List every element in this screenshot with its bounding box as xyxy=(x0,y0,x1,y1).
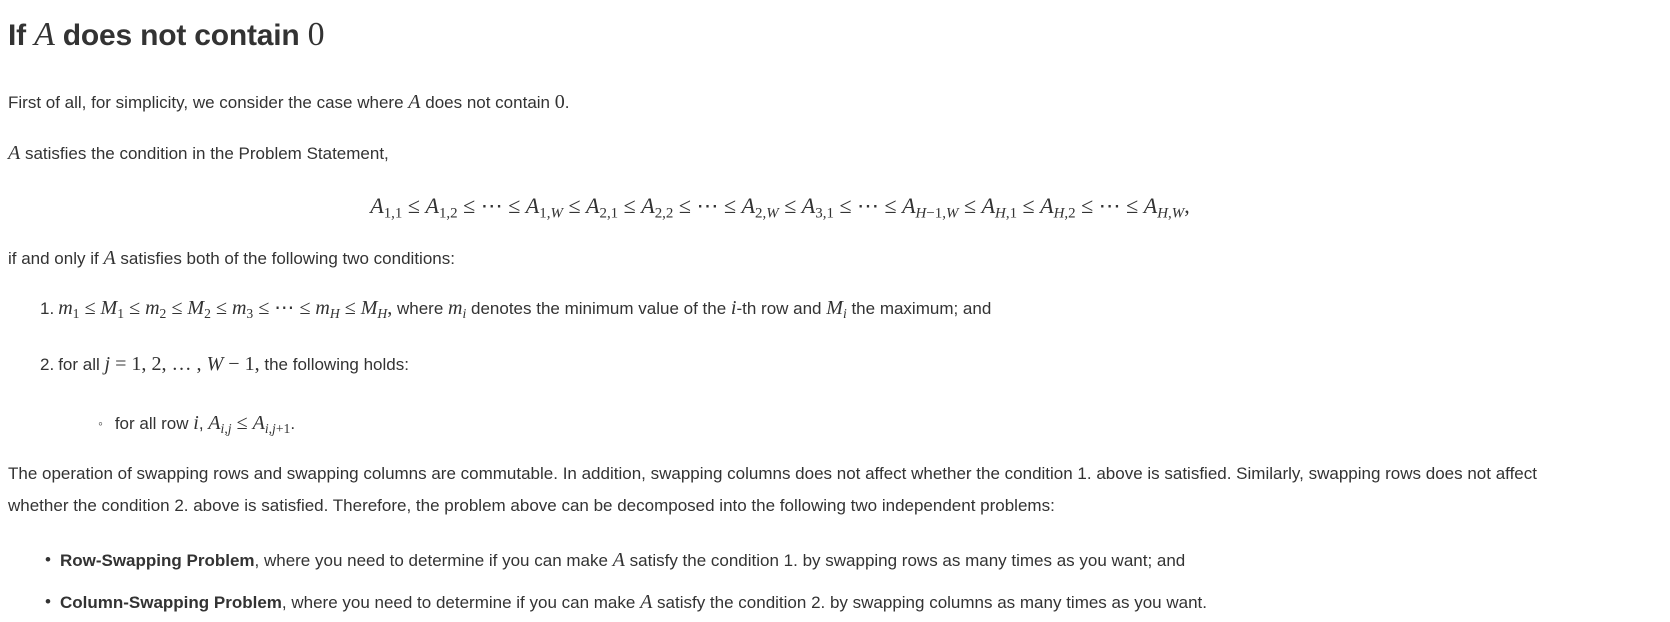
text-segment: -th row and xyxy=(736,299,827,319)
text-segment: for all xyxy=(58,354,105,374)
problems-list xyxy=(8,542,1552,621)
bold-text-segment: Column-Swapping Problem xyxy=(59,593,282,612)
paragraph-if-and-only-if xyxy=(8,240,1552,278)
text-segment: , where you need to determine if you can make xyxy=(254,551,613,571)
math-segment: j = 1, 2, … , W − 1, xyxy=(104,352,260,375)
section-heading xyxy=(8,14,1552,56)
condition-item-1 xyxy=(40,290,1552,328)
condition-2-sub-item xyxy=(98,405,1552,443)
math-segment: 0 xyxy=(307,16,325,53)
condition-2-sub-list xyxy=(40,405,1552,443)
paragraph-commutable xyxy=(8,458,1552,522)
text-segment: does not contain xyxy=(54,19,308,52)
problem-item-row-swapping xyxy=(45,542,1552,580)
text-segment: denotes the minimum value of the xyxy=(466,299,731,319)
display-math-inequality-chain: $A_{1,1} \le A_{1,2}$ ≤ ⋯ ≤ $A_{1,W} \le A_{2,1} \le A_{2,2}$ ≤ ⋯ ≤ $A_{2,W} \le A_{3,1}$ ≤ ⋯ ≤ $A_{H-1,W} \le A_{H,1} \le A_{H,2}$ ≤ ⋯ ≤ $A_{H,W}$, xyxy=(370,192,1190,222)
math-segment: $M_i$ xyxy=(826,297,847,322)
math-segment: A xyxy=(408,91,421,114)
condition-1-text xyxy=(58,297,992,322)
problem-row-swapping-text xyxy=(60,551,1185,570)
problem-column-swapping-text xyxy=(60,593,1207,612)
math-segment: $m_1 \le M_1 \le m_2 \le M_2 \le m_3$ ≤ ⋯ ≤ $m_H \le M_H$, xyxy=(58,297,393,322)
condition-item-2 xyxy=(40,346,1552,442)
math-segment: $m_i$ xyxy=(448,297,467,322)
text-segment: the following holds: xyxy=(259,354,409,374)
condition-1-number: 1. xyxy=(40,299,55,319)
text-segment: satisfies both of the following two conditions: xyxy=(115,248,455,268)
text-segment: . xyxy=(564,93,570,113)
condition-2-number: 2. xyxy=(40,354,55,374)
circle-bullet-icon: ◦ xyxy=(98,415,103,431)
paragraph-intro xyxy=(8,84,1552,122)
text-segment: First of all, for simplicity, we consider the case where xyxy=(8,93,409,113)
bullet-icon: • xyxy=(45,550,51,570)
math-segment: A xyxy=(34,16,55,53)
conditions-list xyxy=(8,290,1552,442)
math-segment: A xyxy=(640,591,653,613)
math-segment: A xyxy=(103,246,116,269)
text-segment: If xyxy=(8,19,35,52)
text-segment: where xyxy=(392,299,449,319)
text-segment: , xyxy=(198,413,209,433)
math-segment: $A_{i,j} \le A_{i,j+1}$ xyxy=(208,411,291,436)
text-segment: , where you need to determine if you can make xyxy=(281,593,641,612)
bold-text-segment: Row-Swapping Problem xyxy=(59,551,255,571)
text-segment: the maximum; and xyxy=(846,299,992,319)
problem-item-column-swapping xyxy=(45,584,1552,622)
math-segment: 0 xyxy=(554,91,565,114)
paragraph-satisfies-condition xyxy=(8,135,1552,173)
text-segment: satisfy the condition 2. by swapping columns as many times as you want. xyxy=(652,593,1207,612)
text-segment: if and only if xyxy=(8,248,104,268)
bullet-icon: • xyxy=(45,592,51,612)
math-segment: A xyxy=(8,142,21,165)
text-segment: The operation of swapping rows and swapping columns are commutable. In addition, swapping columns does not affect whether the condition 1. above is satisfied. Similarly, swapping rows does not affect whether the condition 2. above is satisfied. Therefore, the problem above can be decomposed into the following two independent problems: xyxy=(8,464,1537,516)
text-segment: does not contain xyxy=(420,93,555,113)
math-segment: i xyxy=(193,411,199,434)
math-segment: A xyxy=(612,549,625,572)
math-segment: i xyxy=(730,297,737,320)
text-segment: . xyxy=(290,413,296,433)
text-segment: satisfy the condition 1. by swapping rows as many times as you want; and xyxy=(624,551,1186,571)
condition-2-sub-item-text xyxy=(114,411,296,436)
condition-2-text xyxy=(58,352,409,375)
text-segment: for all row xyxy=(114,413,194,433)
text-segment: satisfies the condition in the Problem Statement, xyxy=(20,144,389,164)
